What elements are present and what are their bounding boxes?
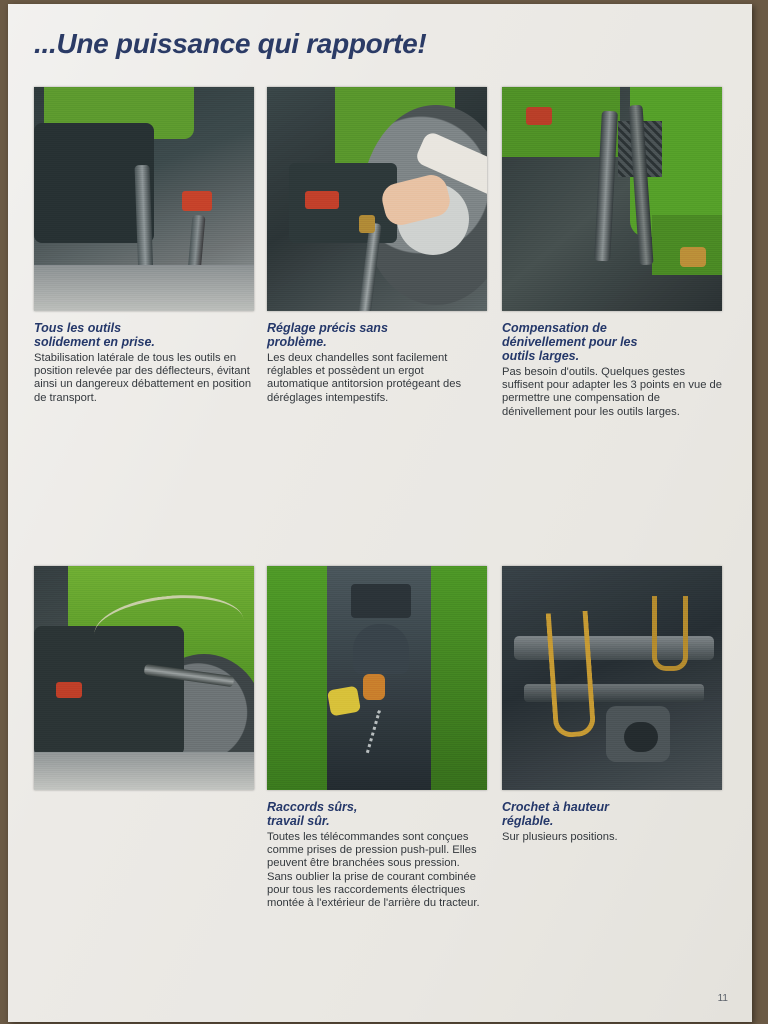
caption-title-line2: dénivellement pour les bbox=[502, 335, 638, 349]
page-headline: ...Une puissance qui rapporte! bbox=[34, 28, 427, 59]
photo-crochet-attelage bbox=[502, 566, 722, 790]
brochure-page bbox=[8, 4, 752, 1022]
caption-title-line1: Raccords sûrs, bbox=[267, 800, 358, 814]
feature-block-reglage-precis bbox=[267, 87, 487, 405]
photo-attelage-lateral bbox=[34, 566, 254, 790]
caption-body: Toutes les télécommandes sont conçues comme prises de pression push-pull. Elles peuvent être branchées sous pression. Sans oublier la prise de courant combinée pour tous les raccordements électriques montée à l'extérieur de l'arrière du tracteur. bbox=[267, 831, 480, 910]
caption-title-line1: Crochet à hauteur bbox=[502, 800, 609, 814]
caption-title-line2: réglable. bbox=[502, 814, 554, 828]
caption-title-line1: Compensation de bbox=[502, 321, 607, 335]
photo-compensation-denivellement bbox=[502, 87, 722, 311]
caption-title bbox=[502, 800, 722, 828]
photo-reglage-chandelle bbox=[267, 87, 487, 311]
caption-body: Les deux chandelles sont facilement réglables et possèdent un ergot automatique antitorsion protégeant des déréglages intempestifs. bbox=[267, 352, 462, 404]
caption-body: Stabilisation latérale de tous les outils en position relevée par des déflecteurs, évitant ainsi un dangereux débattement en position de transport. bbox=[34, 352, 252, 404]
page-number: 11 bbox=[717, 993, 728, 1004]
photo-raccords-hydrauliques bbox=[267, 566, 487, 790]
caption-title-line1: Tous les outils bbox=[34, 321, 122, 335]
caption-title-line2: solidement en prise. bbox=[34, 335, 155, 349]
caption-title bbox=[267, 800, 487, 828]
caption-title-line3: outils larges. bbox=[502, 349, 580, 363]
caption-title bbox=[267, 321, 487, 349]
caption-title bbox=[34, 321, 254, 349]
feature-block-tous-les-outils bbox=[34, 87, 254, 405]
feature-block-raccords-surs bbox=[267, 566, 487, 910]
photo-attelage-trois-points bbox=[34, 87, 254, 311]
caption-title-line2: problème. bbox=[267, 335, 327, 349]
caption-body: Pas besoin d'outils. Quelques gestes suffisent pour adapter les 3 points en vue de permettre une compensation de dénivellement pour les outils larges. bbox=[502, 366, 722, 418]
feature-block-compensation bbox=[502, 87, 722, 419]
caption-body: Sur plusieurs positions. bbox=[502, 831, 618, 843]
feature-block-crochet bbox=[502, 566, 722, 844]
caption-title-line2: travail sûr. bbox=[267, 814, 330, 828]
caption-title-line1: Réglage précis sans bbox=[267, 321, 388, 335]
feature-block-attelage-lateral bbox=[34, 566, 254, 790]
caption-title bbox=[502, 321, 722, 363]
